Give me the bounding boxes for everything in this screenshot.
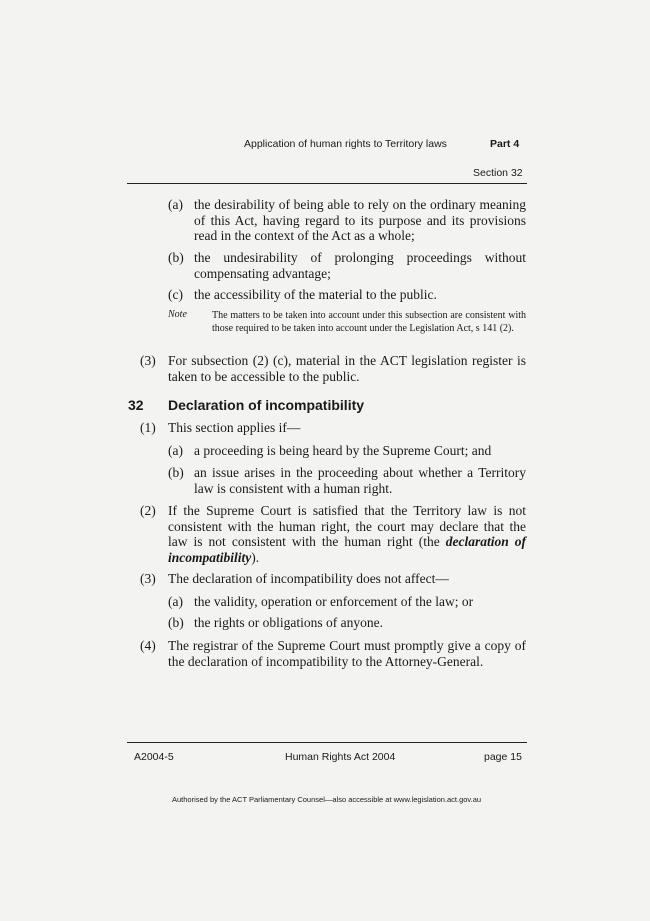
para-3b [168, 615, 526, 631]
para-3a [168, 594, 526, 610]
subsection-text: For subsection (2) (c), material in the ACT legislation register is taken to be accessible to the public. [168, 353, 526, 384]
para-text: a proceeding is being heard by the Supreme Court; and [194, 443, 492, 458]
para-label: (b) [168, 250, 184, 265]
para-label: (a) [168, 197, 183, 212]
subsection-text: The declaration of incompatibility does not affect— [168, 571, 449, 586]
subsection-text [168, 503, 526, 565]
para-text: the undesirability of prolonging proceedings without compensating advantage; [194, 250, 526, 281]
subsection-4 [140, 638, 526, 669]
para-label: (c) [168, 287, 183, 302]
header-section: Section 32 [473, 167, 523, 179]
authorised-notice: Authorised by the ACT Parliamentary Counsel—also accessible at www.legislation.act.gov.au [172, 795, 482, 804]
para-text: the desirability of being able to rely on the ordinary meaning of this Act, having regard to its purpose and its provisions read in the context of the Act as a whole; [194, 197, 526, 243]
para-1a [168, 443, 526, 459]
defined-term: declaration of incompatibility [168, 534, 526, 565]
header-title: Application of human rights to Territory laws [244, 138, 447, 150]
note-label: Note [168, 309, 187, 320]
para-label: (b) [168, 465, 184, 480]
para-label: (b) [168, 615, 184, 630]
subsection-label: (1) [140, 420, 156, 435]
subsection-label: (2) [140, 503, 156, 518]
subsection-text: This section applies if— [168, 420, 301, 435]
para-1b [168, 465, 526, 496]
para-cont-a [168, 197, 526, 244]
text-after: ). [251, 549, 260, 565]
para-text: the validity, operation or enforcement of the law; or [194, 594, 474, 609]
header-rule [127, 183, 527, 184]
footer-page: page 15 [484, 751, 522, 763]
footer-rule [127, 742, 527, 743]
para-label: (a) [168, 443, 183, 458]
text-before: If the Supreme Court is satisfied that the Territory law is not consistent with the human right, the court may declare that the law is not consistent with the human right (the [168, 503, 526, 549]
footer-title: Human Rights Act 2004 [285, 751, 396, 763]
para-cont-c [168, 287, 526, 303]
para-text: the accessibility of the material to the public. [194, 287, 437, 302]
para-text: an issue arises in the proceeding about whether a Territory law is consistent with a human right. [194, 465, 526, 496]
section-number: 32 [128, 397, 144, 413]
para-cont-b [168, 250, 526, 281]
section-title: Declaration of incompatibility [168, 397, 365, 413]
subsection-label: (4) [140, 638, 156, 653]
subsection-text: The registrar of the Supreme Court must promptly give a copy of the declaration of incompatibility to the Attorney-General. [168, 638, 526, 669]
footer-id: A2004-5 [134, 751, 174, 763]
subsection-3 [140, 571, 526, 587]
subsection-label: (3) [140, 571, 156, 586]
subsection-label: (3) [140, 353, 156, 368]
para-text: the rights or obligations of anyone. [194, 615, 383, 630]
para-label: (a) [168, 594, 183, 609]
subsection-1 [140, 420, 526, 436]
note-text: The matters to be taken into account under this subsection are consistent with those required to be taken into account under the Legislation Act, s 141 (2). [212, 310, 526, 334]
header-part: Part 4 [490, 138, 520, 150]
subsection-2 [140, 503, 526, 565]
subsection-3-cont [140, 353, 526, 384]
